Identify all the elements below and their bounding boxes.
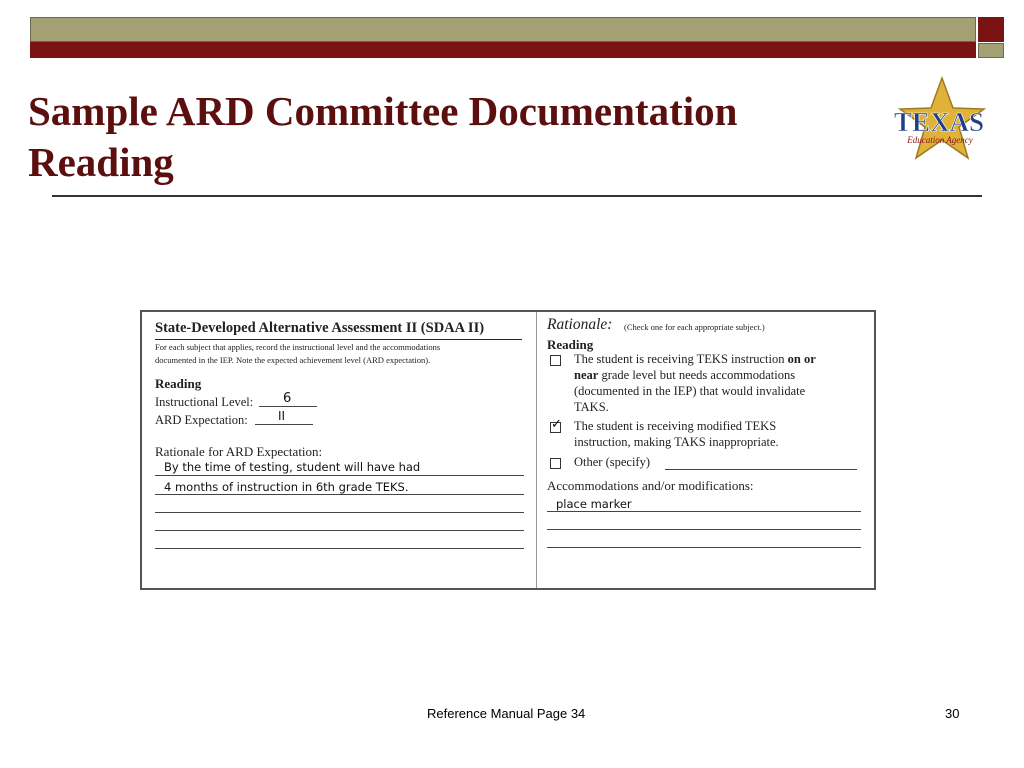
title-divider xyxy=(52,195,982,197)
logo-word: TEXAS xyxy=(893,107,985,137)
option1-line1-text: The student is receiving TEKS instruction xyxy=(574,352,788,366)
rationale-underline-3 xyxy=(155,512,524,513)
option1-line2-text: grade level but needs accommodations xyxy=(598,368,796,382)
page-number: 30 xyxy=(945,706,960,721)
option2-line1: The student is receiving modified TEKS xyxy=(574,419,777,433)
option3-underline xyxy=(665,469,857,470)
form-instructions-line2: documented in the IEP. Note the expected achievement level (ARD expectation). xyxy=(155,355,431,365)
footer-reference: Reference Manual Page 34 xyxy=(427,706,586,721)
rationale-underline-4 xyxy=(155,530,524,531)
slide-title-line1: Sample ARD Committee Documentation xyxy=(28,88,738,134)
option1-line2 xyxy=(574,368,795,383)
ard-expectation-underline xyxy=(255,424,313,425)
header-square-olive xyxy=(978,43,1004,58)
right-subject-label: Reading xyxy=(547,337,594,352)
option1-line1 xyxy=(574,352,816,367)
sdaa-form xyxy=(140,310,876,590)
option3-checkbox xyxy=(550,458,561,469)
left-subject-label: Reading xyxy=(155,376,202,391)
header-bar-olive xyxy=(30,17,976,42)
header-square-maroon xyxy=(978,17,1004,42)
rationale-hint: (Check one for each appropriate subject.) xyxy=(624,322,765,332)
ard-expectation-value: II xyxy=(278,409,286,423)
logo-subtitle: Education Agency xyxy=(907,135,973,145)
accommodations-value: place marker xyxy=(556,497,632,511)
instructional-level-label: Instructional Level: xyxy=(155,395,254,409)
option3-label: Other (specify) xyxy=(574,455,651,469)
rationale-line2-value: 4 months of instruction in 6th grade TEKS. xyxy=(164,480,409,494)
slide-title xyxy=(28,86,737,188)
texas-star-logo-icon xyxy=(884,76,994,162)
rationale-title: Rationale: xyxy=(547,316,613,333)
rationale-line1-value: By the time of testing, student will have had xyxy=(164,460,421,474)
rationale-underline-1 xyxy=(155,475,524,476)
header-bar-maroon xyxy=(30,42,976,58)
form-heading-underline xyxy=(155,339,522,340)
accommodations-label: Accommodations and/or modifications: xyxy=(547,478,754,493)
form-heading: State-Developed Alternative Assessment II (SDAA II) xyxy=(155,320,485,336)
option1-line4: TAKS. xyxy=(574,400,609,414)
form-instructions-line1: For each subject that applies, record the instructional level and the accommodations xyxy=(155,342,441,352)
ard-expectation-label: ARD Expectation: xyxy=(155,413,248,427)
rationale-underline-5 xyxy=(155,548,524,549)
slide-title-line2: Reading xyxy=(28,139,174,185)
checkmark-icon: ✓ xyxy=(551,417,562,432)
rationale-underline-2 xyxy=(155,494,524,495)
instructional-level-value: 6 xyxy=(283,391,292,406)
accommodations-underline-2 xyxy=(547,529,861,530)
option1-checkbox xyxy=(550,355,561,366)
accommodations-underline-1 xyxy=(547,511,861,512)
option2-checkbox xyxy=(550,417,562,433)
form-column-divider xyxy=(536,312,537,588)
instructional-level-underline xyxy=(259,406,317,407)
option2-line2: instruction, making TAKS inappropriate. xyxy=(574,435,779,449)
option1-line2-bold: near xyxy=(574,368,599,382)
accommodations-underline-3 xyxy=(547,547,861,548)
option1-line1-bold: on or xyxy=(787,352,816,366)
rationale-expectation-label: Rationale for ARD Expectation: xyxy=(155,444,323,459)
option1-line3: (documented in the IEP) that would invalidate xyxy=(574,384,806,398)
